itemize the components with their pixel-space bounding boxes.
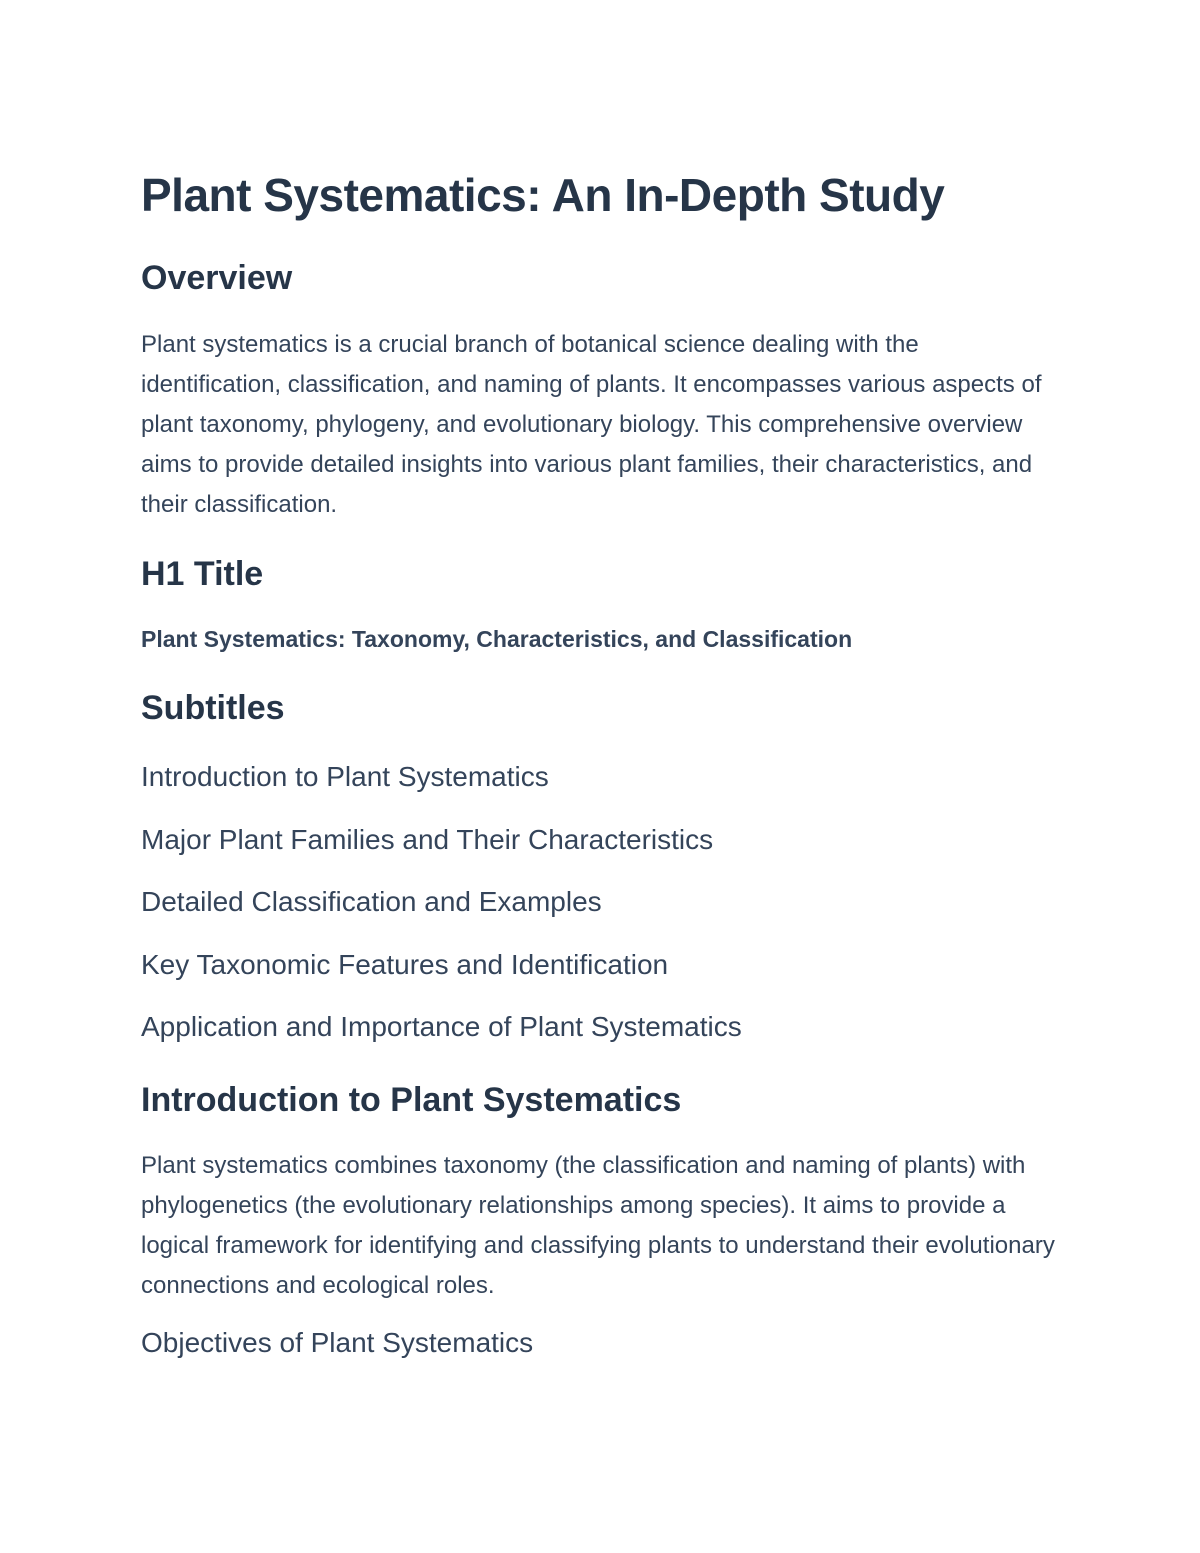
overview-heading: Overview <box>141 259 293 297</box>
subtitle-list <box>141 756 742 1069</box>
document-title: Plant Systematics: An In-Depth Study <box>141 169 945 221</box>
subtitle-item: Detailed Classification and Examples <box>141 886 602 917</box>
subtitle-item: Key Taxonomic Features and Identification <box>141 948 669 980</box>
subtitle-item: Introduction to Plant Systematics <box>141 761 549 792</box>
subtitle-item: Major Plant Families and Their Characteristics <box>141 823 714 855</box>
h1-title-text: Plant Systematics: Taxonomy, Characteristics, and Classification <box>141 626 853 652</box>
document-page <box>141 0 1061 1553</box>
introduction-paragraph: Plant systematics combines taxonomy (the classification and naming of plants) with phylogenetics (the evolutionary relationships among species). It aims to provide a logical framework for identifying and classifying plants to understand their evolutionary connections and ecological roles. <box>141 1152 1055 1299</box>
introduction-heading: Introduction to Plant Systematics <box>141 1081 682 1119</box>
subtitle-item: Application and Importance of Plant Systematics <box>141 1011 742 1042</box>
overview-paragraph: Plant systematics is a crucial branch of botanical science dealing with the identification, classification, and naming of plants. It encompasses various aspects of plant taxonomy, phylogeny, and evolutionary biology. This comprehensive overview aims to provide detailed insights into various plant families, their characteristics, and their classification. <box>141 331 1042 518</box>
h1-title-heading: H1 Title <box>141 555 264 593</box>
subtitles-heading: Subtitles <box>141 689 285 727</box>
objectives-subheading: Objectives of Plant Systematics <box>141 1327 534 1358</box>
